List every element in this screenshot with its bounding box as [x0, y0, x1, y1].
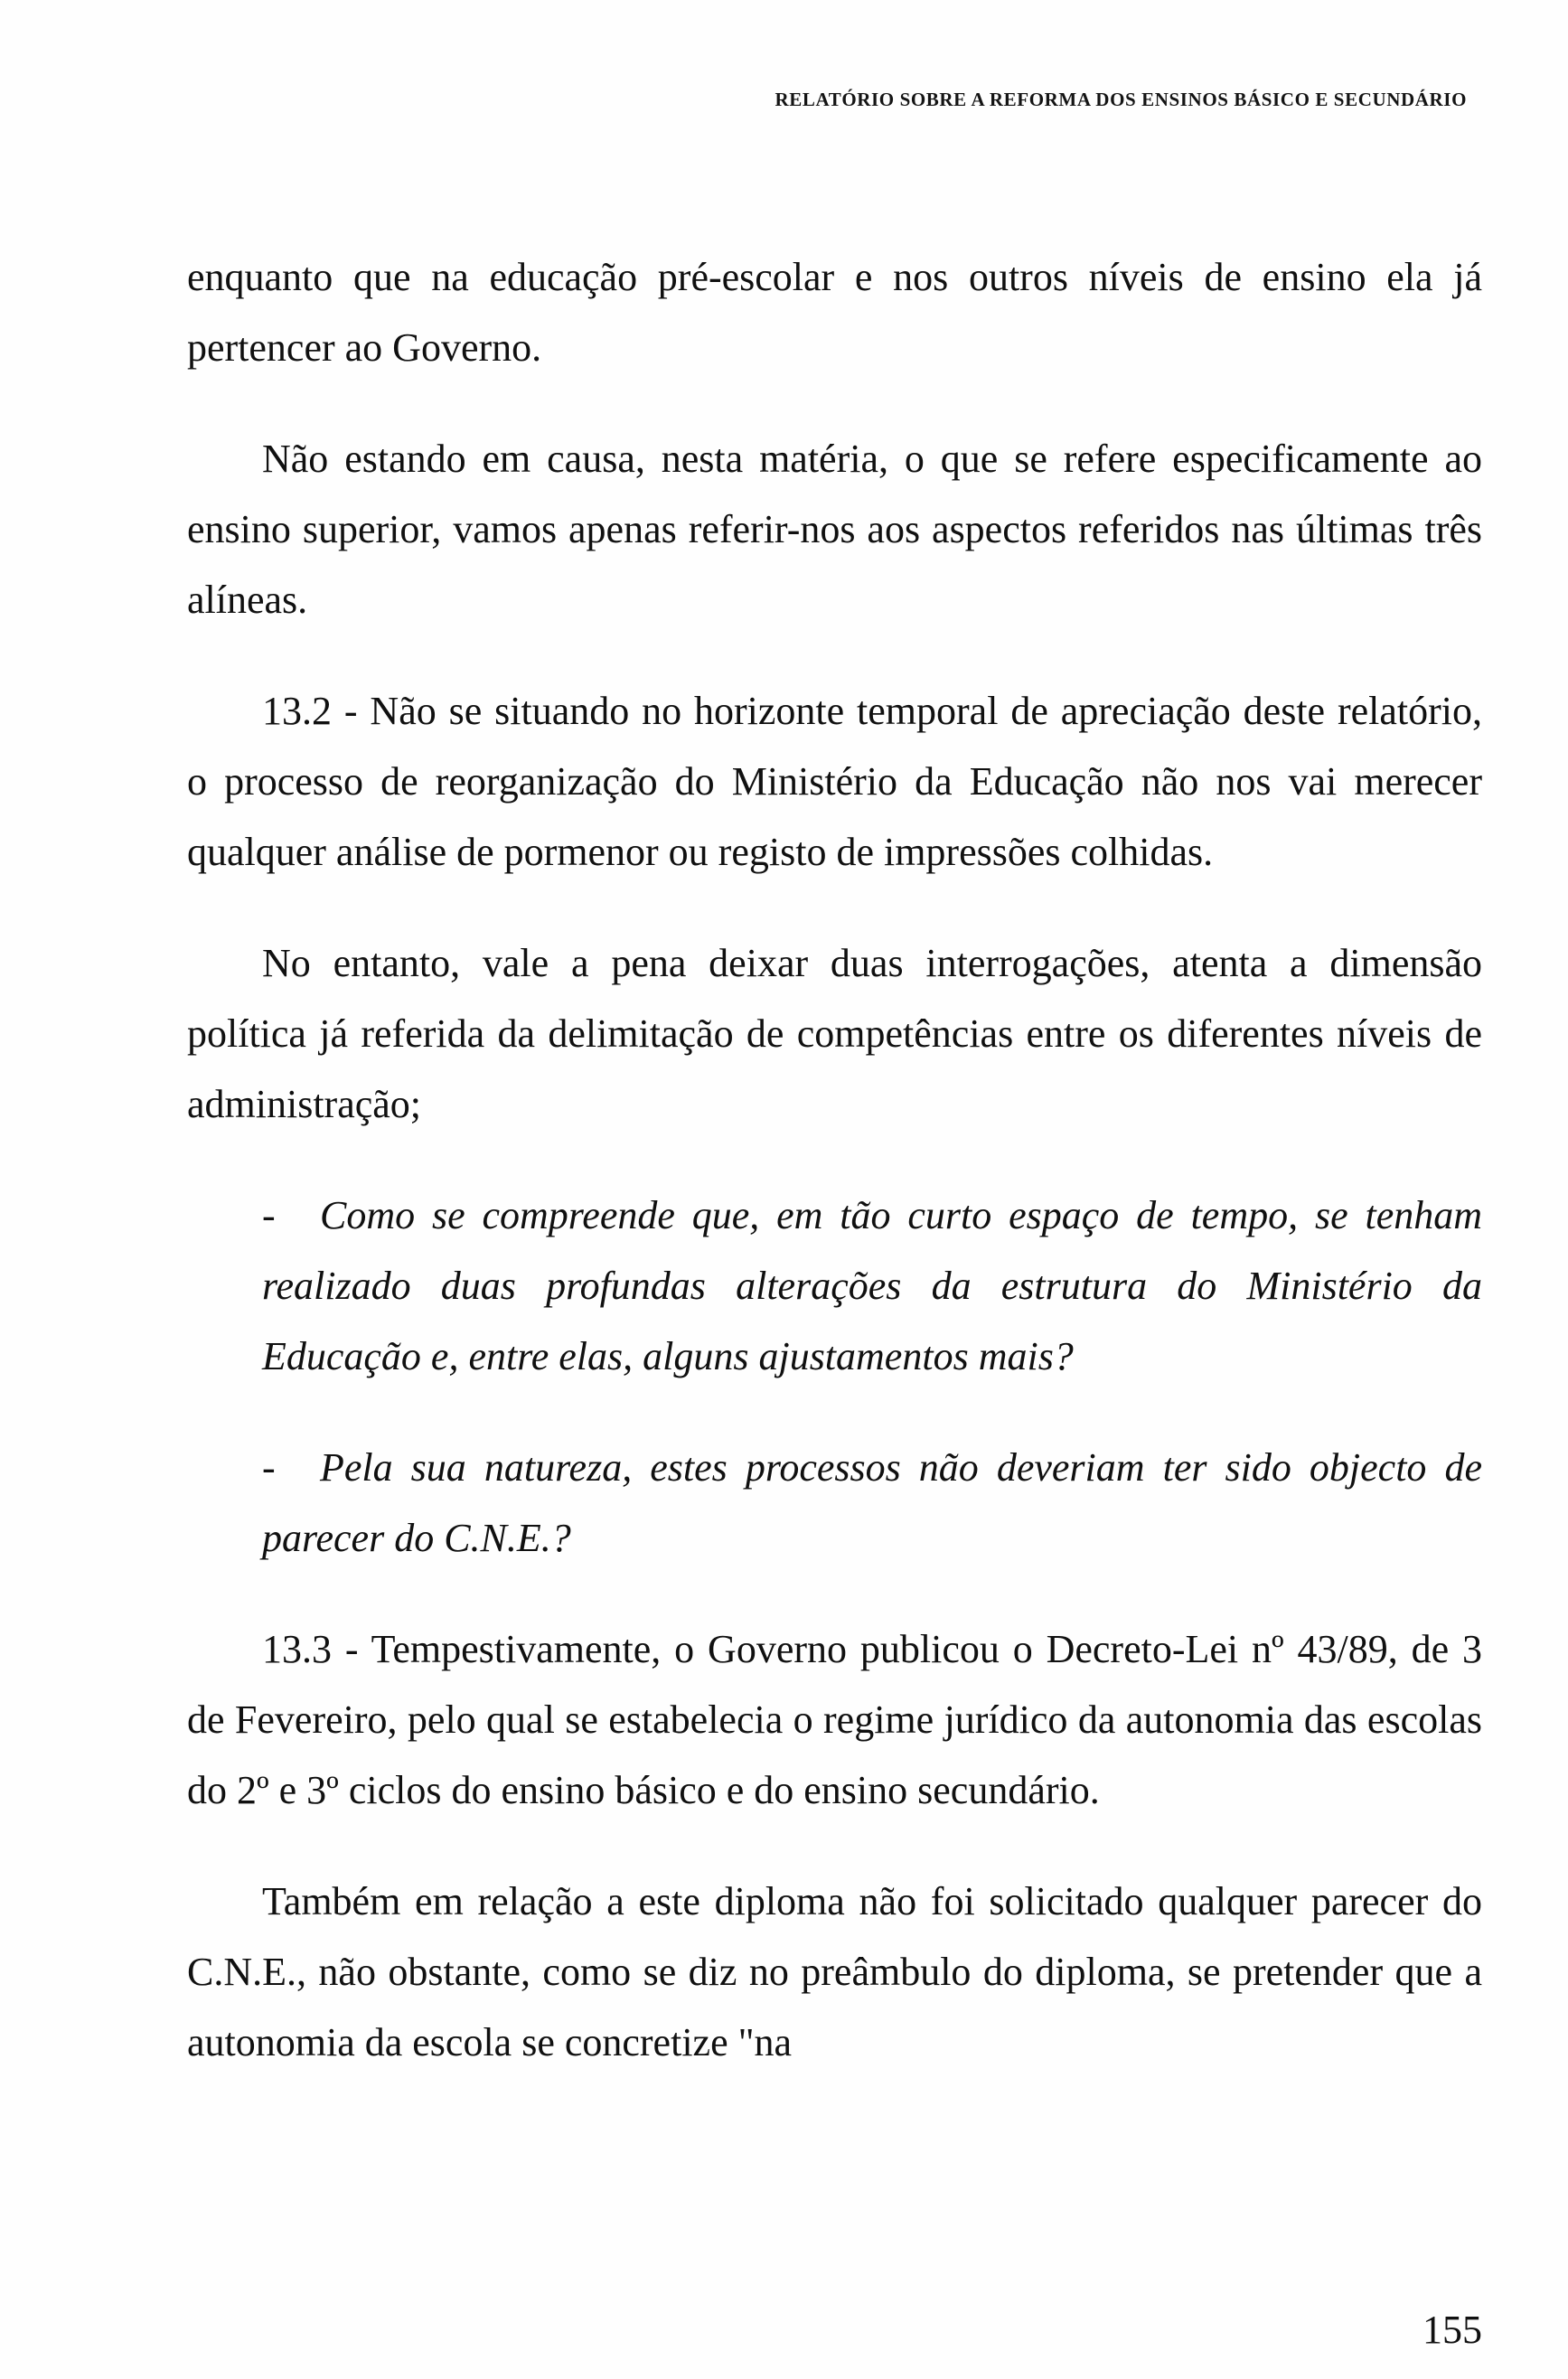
bullet-question-1-text: Como se compreende que, em tão curto espaço de tempo, se tenham realizado duas profundas alterações da estrutura do Ministério da Educação e, entre elas, alguns ajustamentos mais? — [262, 1193, 1482, 1378]
paragraph-continuation: enquanto que na educação pré-escolar e nos outros níveis de ensino ela já pertencer ao Governo. — [187, 255, 1482, 370]
bullet-question-2 — [262, 1433, 1482, 1574]
bullet-dash: - — [262, 1445, 276, 1490]
paragraph-13-3: 13.3 - Tempestivamente, o Governo publicou o Decreto-Lei nº 43/89, de 3 de Fevereiro, pelo qual se estabelecia o regime jurídico da autonomia das escolas do 2º e 3º ciclos do ensino básico e do ensino secundário. — [187, 1627, 1482, 1812]
paragraph-13-2: 13.2 - Não se situando no horizonte temporal de apreciação deste relatório, o processo de reorganização do Ministério da Educação não nos vai merecer qualquer análise de pormenor ou registo de impressões colhidas. — [187, 689, 1482, 874]
paragraph-nao-estando: Não estando em causa, nesta matéria, o que se refere especificamente ao ensino superior, vamos apenas referir-nos aos aspectos referidos nas últimas três alíneas. — [187, 437, 1482, 622]
bullet-question-2-text: Pela sua natureza, estes processos não deveriam ter sido objecto de parecer do C.N.E.? — [262, 1445, 1482, 1560]
bullet-dash: - — [262, 1193, 276, 1237]
bullet-question-1 — [262, 1180, 1482, 1392]
paragraph-no-entanto: No entanto, vale a pena deixar duas interrogações, atenta a dimensão política já referida da delimitação de competências entre os diferentes níveis de administração; — [187, 941, 1482, 1126]
running-header: RELATÓRIO SOBRE A REFORMA DOS ENSINOS BÁSICO E SECUNDÁRIO — [775, 89, 1467, 110]
paragraph-tambem: Também em relação a este diploma não foi solicitado qualquer parecer do C.N.E., não obstante, como se diz no preâmbulo do diploma, se pretender que a autonomia da escola se concretize "na — [187, 1879, 1482, 2064]
page-body — [187, 242, 1482, 2119]
page-number: 155 — [1422, 2308, 1482, 2352]
